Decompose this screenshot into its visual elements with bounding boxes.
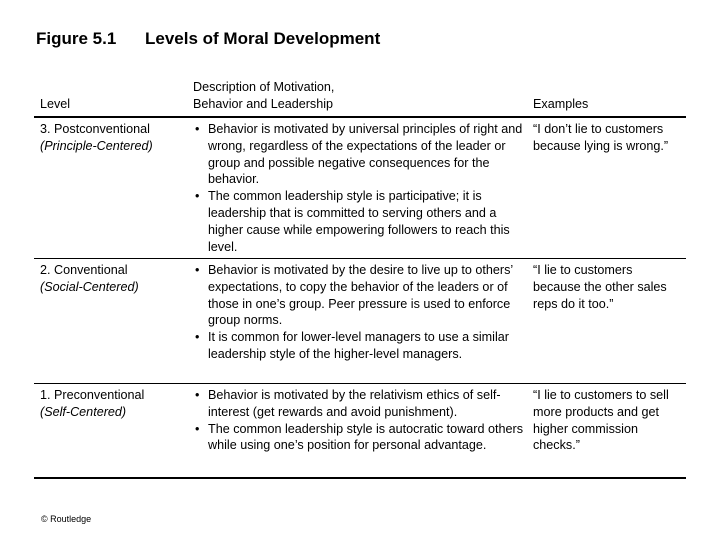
level-subtitle: (Self-Centered) [40, 404, 127, 419]
level-name: 3. Postconventional [40, 122, 150, 136]
level-cell-postconventional [40, 121, 188, 155]
description-bullet: • Behavior is motivated by the relativism ethics of self-interest (get rewards and avoid punishment). [193, 387, 523, 421]
description-bullet: • The common leadership style is participative; it is leadership that is committed to serving others and a higher cause while empowering followers to reach this level. [193, 188, 523, 255]
description-bullet: • The common leadership style is autocratic toward others while using one’s position for personal advantage. [193, 421, 523, 455]
header-divider [34, 116, 686, 118]
figure-title [36, 29, 380, 49]
header-examples: Examples [533, 97, 589, 111]
description-cell-postconventional [193, 121, 523, 255]
figure-caption: Levels of Moral Development [145, 29, 381, 48]
level-cell-conventional [40, 262, 188, 296]
header-description-line2: Behavior and Leadership [193, 96, 334, 111]
example-cell-conventional: “I lie to customers because the other sales reps do it too.” [533, 263, 667, 311]
description-bullet: • It is common for lower-level managers to use a similar leadership style of the higher-level managers. [193, 329, 523, 363]
description-bullet: • Behavior is motivated by the desire to live up to others’ expectations, to copy the behavior of the leaders or of those in one’s group. Peer pressure is used to enforce group norms. [193, 262, 523, 329]
level-name: 1. Preconventional [40, 388, 145, 402]
level-subtitle: (Social-Centered) [40, 279, 139, 294]
example-cell-postconventional: “I don’t lie to customers because lying is wrong.” [533, 122, 669, 153]
row-divider [34, 258, 686, 259]
description-cell-conventional [193, 262, 523, 363]
level-name: 2. Conventional [40, 263, 128, 277]
example-cell-preconventional: “I lie to customers to sell more products and get higher commission checks.” [533, 388, 669, 453]
level-subtitle: (Principle-Centered) [40, 138, 153, 153]
description-bullet: • Behavior is motivated by universal principles of right and wrong, regardless of the expectations of the leader or group and possible negative consequences for the behavior. [193, 121, 523, 188]
table-bottom-border [34, 477, 686, 479]
header-description [193, 79, 523, 113]
header-level: Level [40, 97, 71, 111]
row-divider [34, 383, 686, 384]
header-description-line1: Description of Motivation, [193, 80, 335, 94]
level-cell-preconventional [40, 387, 188, 421]
description-cell-preconventional [193, 387, 523, 454]
copyright-notice: © Routledge [41, 514, 92, 524]
figure-number: Figure 5.1 [36, 29, 117, 48]
